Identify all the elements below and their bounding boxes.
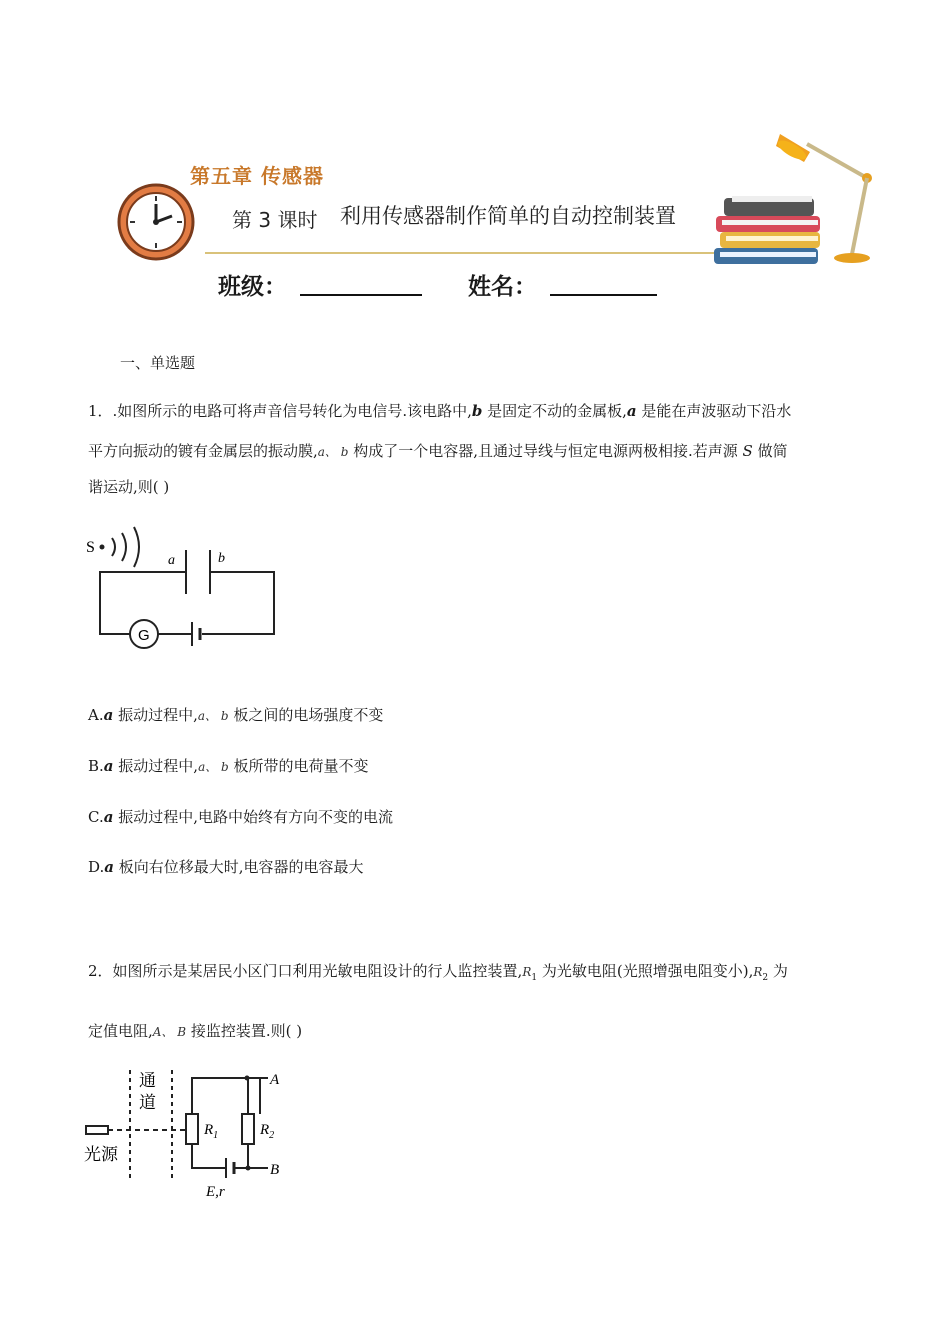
fig2-passage-2: 道: [139, 1093, 156, 1113]
lesson-number: 第 3 课时: [232, 208, 318, 232]
header-divider: [205, 252, 725, 254]
fig2-r1-label: $R_1$: [204, 1122, 219, 1141]
books-lamp-icon: [712, 122, 882, 272]
name-label: 姓名：: [468, 274, 537, 300]
q1-option-c[interactable]: C.a 振动过程中,电路中始终有方向不变的电流: [88, 808, 393, 826]
fig2-b-label: B: [270, 1162, 280, 1178]
q1-option-b[interactable]: B.a 振动过程中,a、 b 板所带的电荷量不变: [88, 757, 369, 775]
fig2-passage-1: 通: [139, 1071, 156, 1091]
fig1-s-label: S: [86, 539, 95, 556]
fig2-r2-label: $R_2$: [260, 1122, 275, 1141]
q1-option-a[interactable]: A.a 振动过程中,a、 b 板之间的电场强度不变: [88, 706, 384, 724]
q2-line-2: 定值电阻,A、 B 接监控装置.则( ): [88, 1022, 303, 1040]
lesson-title: 利用传感器制作简单的自动控制装置: [340, 204, 676, 228]
fig1-g-label: G: [138, 627, 150, 644]
section-title: 一、单选题: [120, 354, 196, 372]
q1-line-1: 1．.如图所示的电路可将声音信号转化为电信号.该电路中,b 是固定不动的金属板,a 是能在声波驱动下沿水: [88, 402, 792, 420]
fig1-a-label: a: [168, 553, 175, 568]
class-field[interactable]: [300, 294, 422, 296]
chapter-title: 第五章 传感器: [190, 164, 324, 188]
class-label: 班级：: [218, 274, 287, 300]
q1-line-3: 谐运动,则( ): [88, 478, 170, 496]
fig2-e-label: E,r: [206, 1184, 225, 1200]
clock-icon: [116, 182, 196, 262]
q1-circuit-figure: [82, 522, 282, 652]
q2-line-1: 2．如图所示是某居民小区门口利用光敏电阻设计的行人监控装置$,R_1$ 为光敏电阻(光照增强电阻变小)$,R_2$ 为: [88, 962, 788, 983]
q1-option-d[interactable]: D.a 板向右位移最大时,电容器的电容最大: [88, 858, 364, 876]
name-field[interactable]: [550, 294, 657, 296]
fig2-a-label: A: [270, 1072, 280, 1088]
q2-circuit-figure: [84, 1062, 294, 1202]
q1-line-2: 平方向振动的镀有金属层的振动膜,a、 b 构成了一个电容器,且通过导线与恒定电源两极相接.若声源 S 做简: [88, 442, 788, 460]
fig1-b-label: b: [218, 551, 225, 566]
fig2-light-source: 光源: [84, 1145, 118, 1165]
